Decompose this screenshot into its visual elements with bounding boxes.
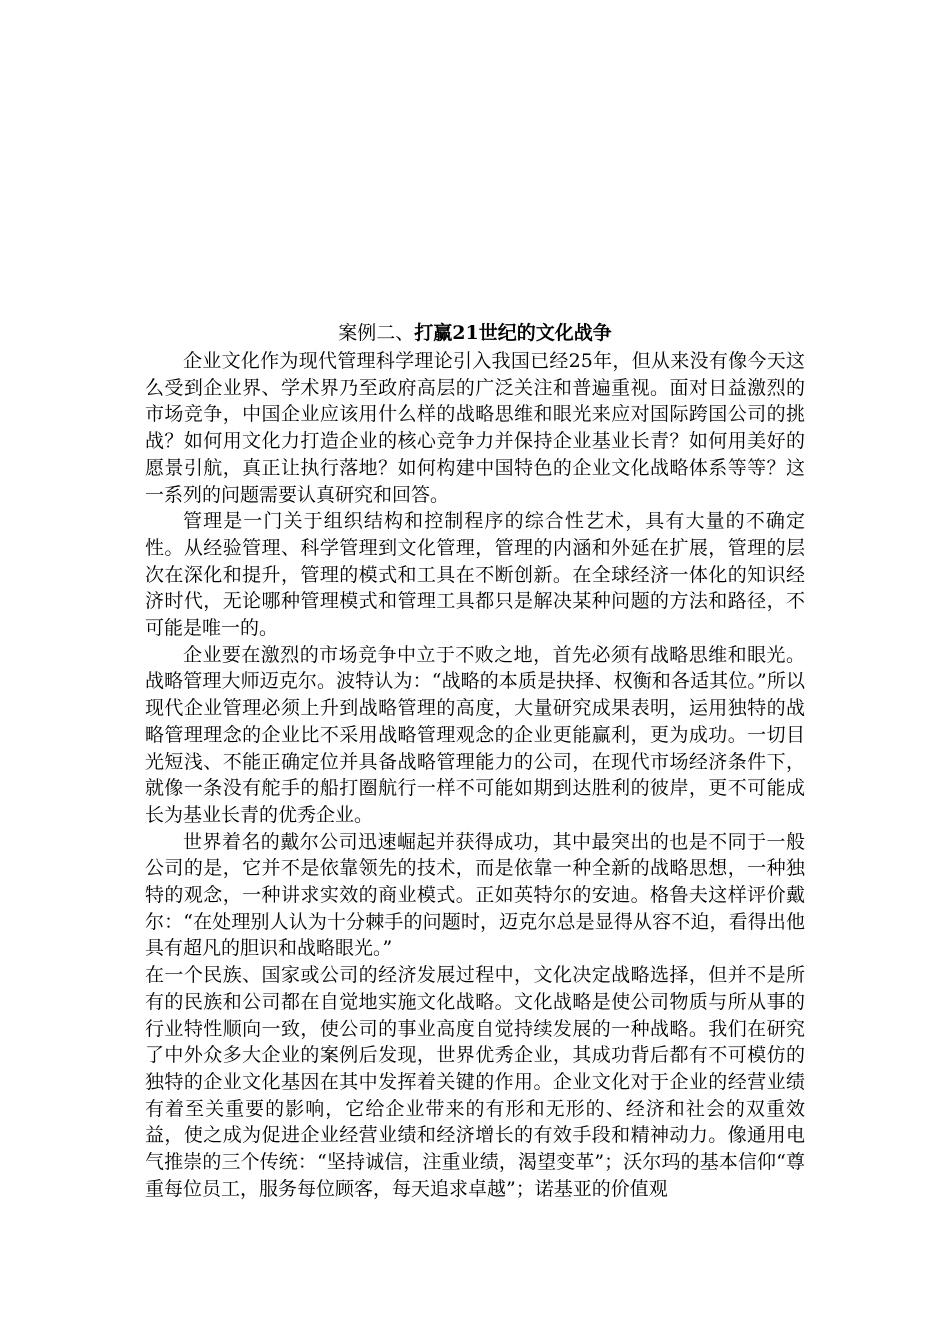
paragraph-5: 在一个民族、国家或公司的经济发展过程中，文化决定战略选择，但并不是所有的民族和公司都在自觉地实施文化战略。文化战略是使公司物质与所从事的行业特性顺向一致，使公司的事业高度自觉持续发展的一种战略。我们在研究了中外众多大企业的案例后发现，世界优秀企业，其成功背后都有不可模仿的独特的企业文化基因在其中发挥着关键的作用。企业文化对于企业的经营业绩有着至关重要的影响，它给企业带来的有形和无形的、经济和社会的双重效益，使之成为促进企业经营业绩和经济增长的有效手段和精神动力。像通用电气推崇的三个传统：“坚持诚信，注重业绩，渴望变革”；沃尔玛的基本信仰“尊重每位员工，服务每位顾客，每天追求卓越”；诺基亚的价值观 [145,964,805,1200]
paragraph-4: 世界着名的戴尔公司迅速崛起并获得成功，其中最突出的也是不同于一般公司的是，它并不是依靠领先的技术，而是依靠一种全新的战略思想，一种独特的观念，一种讲求实效的商业模式。正如英特尔的安迪。格鲁夫这样评价戴尔：“在处理别人认为十分棘手的问题时，迈克尔总是显得从容不迫，看得出他具有超凡的胆识和战略眼光。” [145,830,805,960]
paragraph-3: 企业要在激烈的市场竞争中立于不败之地，首先必须有战略思维和眼光。战略管理大师迈克尔。波特认为：“战略的本质是抉择、权衡和各适其位。”所以现代企业管理必须上升到战略管理的高度，大量研究成果表明，运用独特的战略管理理念的企业比不采用战略管理观念的企业更能赢利，更为成功。一切目光短浅、不能正确定位并具备战略管理能力的公司，在现代市场经济条件下，就像一条没有舵手的船打圈航行一样不可能如期到达胜利的彼岸，更不可能成长为基业长青的优秀企业。 [145,643,805,826]
paragraph-2: 管理是一门关于组织结构和控制程序的综合性艺术，具有大量的不确定性。从经验管理、科学管理到文化管理，管理的内涵和外延在扩展，管理的层次在深化和提升，管理的模式和工具在不断创新。在全球经济一体化的知识经济时代，无论哪种管理模式和管理工具都只是解决某种问题的方法和路径，不可能是唯一的。 [145,510,805,640]
title-main: 打赢21世纪的文化战争 [414,322,612,344]
title-prefix: 案例二、 [338,322,415,344]
document-body [145,348,805,1203]
document-title [145,318,805,348]
paragraph-1: 企业文化作为现代管理科学理论引入我国已经25年，但从来没有像今天这么受到企业界、学术界乃至政府高层的广泛关注和普遍重视。面对日益激烈的市场竞争，中国企业应该用什么样的战略思维和眼光来应对国际跨国公司的挑战？如何用文化力打造企业的核心竞争力并保持企业基业长青？如何用美好的愿景引航，真正让执行落地？如何构建中国特色的企业文化战略体系等等？这一系列的问题需要认真研究和回答。 [145,350,805,506]
